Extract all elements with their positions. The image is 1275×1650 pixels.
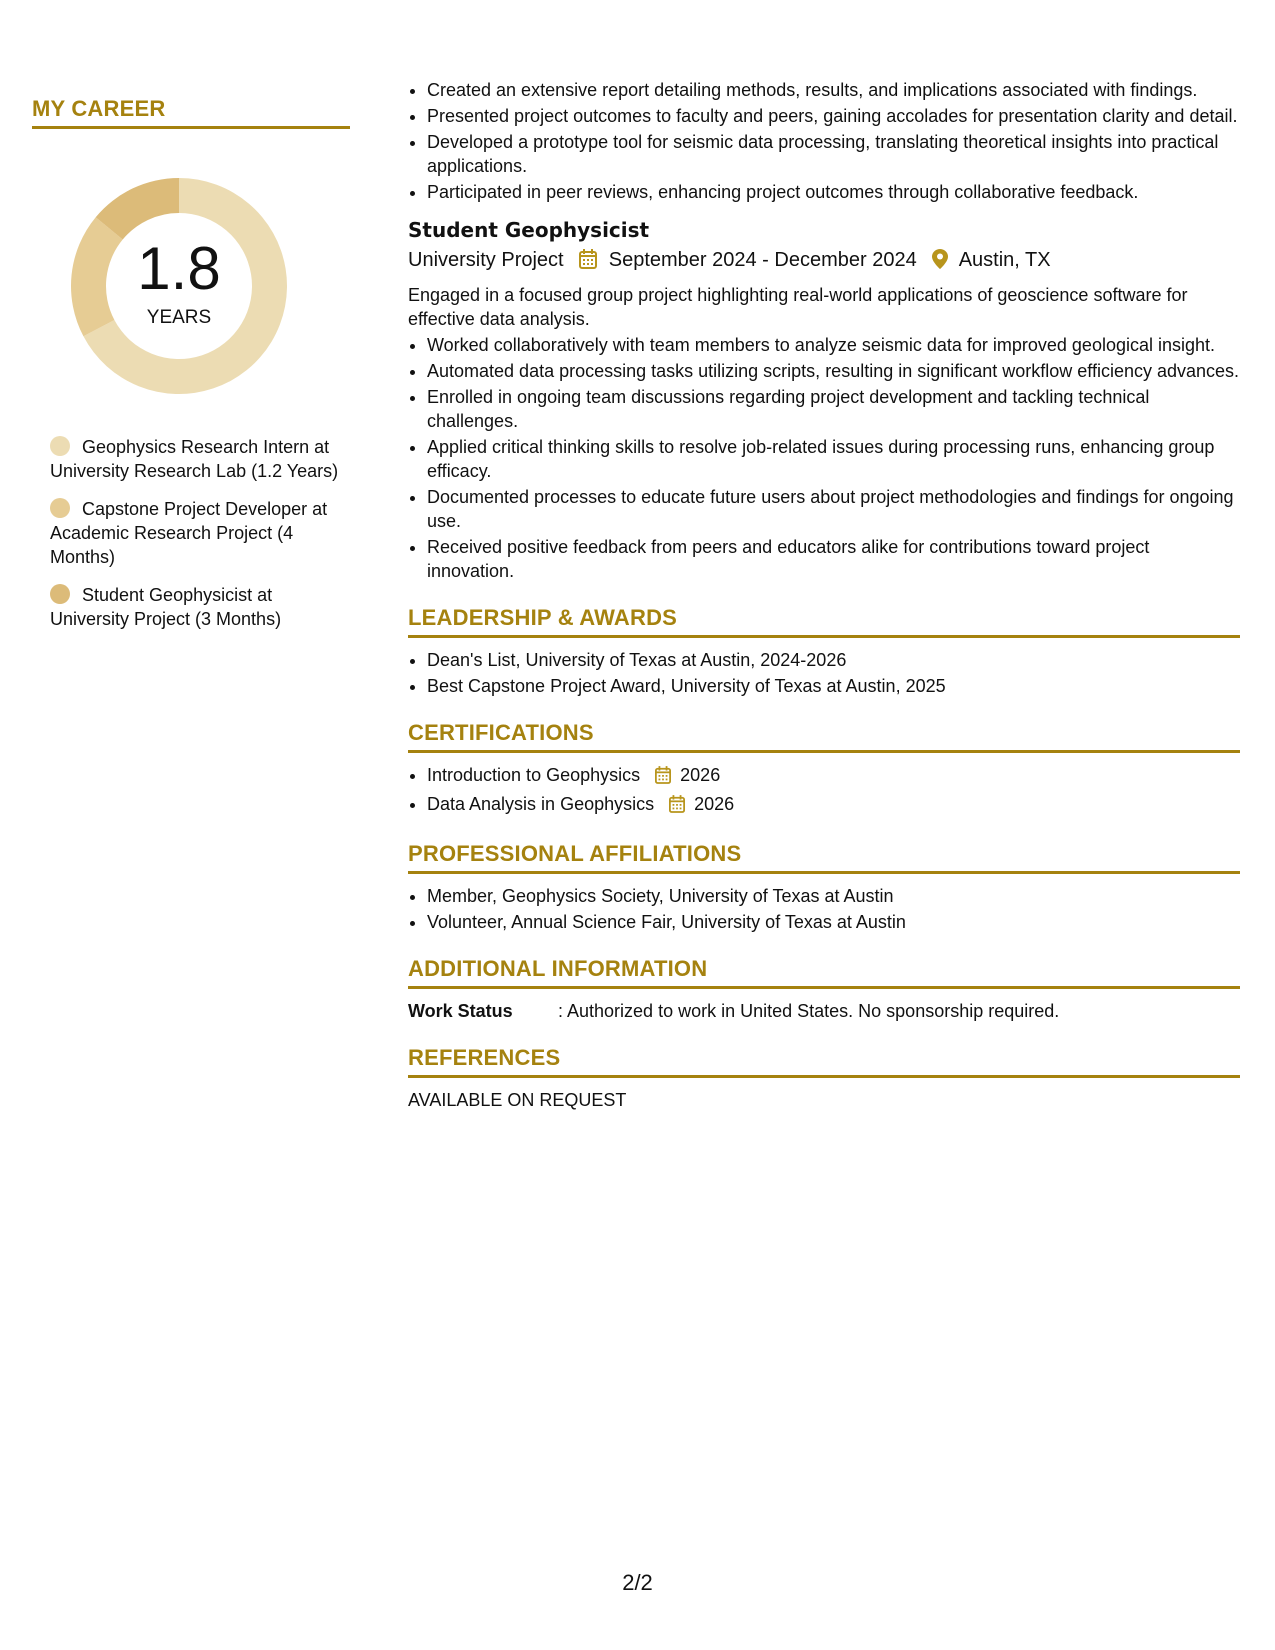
work-status-value: : Authorized to work in United States. No sponsorship required. (558, 1001, 1060, 1021)
legend-label: Student Geophysicist at University Project (3 Months) (50, 585, 282, 629)
legend-item (50, 435, 340, 483)
additional-title: ADDITIONAL INFORMATION (408, 956, 1240, 989)
list-item: • Automated data processing tasks utilizing scripts, resulting in significant workflow efficiency advances. (427, 359, 1240, 383)
career-sidebar (32, 96, 352, 645)
cert-year: 2026 (680, 765, 721, 785)
legend-item (50, 497, 340, 569)
job-entry (408, 218, 1240, 583)
donut-total-unit: YEARS (146, 307, 212, 328)
calendar-icon (669, 795, 685, 819)
cert-year: 2026 (694, 794, 735, 814)
certifications-list (408, 763, 1240, 819)
list-item: • Worked collaboratively with team members to analyze seismic data for improved geological insight. (427, 333, 1240, 357)
job-dates: September 2024 - December 2024 (608, 249, 917, 271)
career-title: MY CAREER (32, 96, 350, 129)
list-item: • Applied critical thinking skills to resolve job-related issues during processing runs, enhancing group efficacy. (427, 435, 1240, 483)
certifications-title: CERTIFICATIONS (408, 720, 1240, 753)
leadership-title: LEADERSHIP & AWARDS (408, 605, 1240, 638)
list-item: • Presented project outcomes to faculty and peers, gaining accolades for presentation clarity and detail. (427, 104, 1240, 128)
location-pin-icon (932, 249, 948, 277)
legend-dot (50, 436, 70, 456)
calendar-icon (579, 249, 597, 277)
legend-dot (50, 584, 70, 604)
list-item: • Member, Geophysics Society, University of Texas at Austin (427, 884, 1240, 908)
previous-job-bullets (408, 78, 1240, 204)
list-item (427, 763, 1240, 790)
list-item: • Dean's List, University of Texas at Austin, 2024-2026 (427, 648, 1240, 672)
list-item: • Documented processes to educate future users about project methodologies and findings for ongoing use. (427, 485, 1240, 533)
job-location: Austin, TX (958, 249, 1051, 271)
donut-total-value: 1.8 (137, 235, 221, 302)
main-content (408, 78, 1240, 1112)
work-status-key: Work Status (408, 1001, 513, 1021)
legend-dot (50, 498, 70, 518)
list-item: • Volunteer, Annual Science Fair, University of Texas at Austin (427, 910, 1240, 934)
list-item: • Enrolled in ongoing team discussions regarding project development and tackling technical challenges. (427, 385, 1240, 433)
leadership-section (408, 605, 1240, 698)
leadership-list (408, 648, 1240, 698)
job-company: University Project (408, 249, 564, 271)
career-legend (50, 435, 340, 631)
references-text: AVAILABLE ON REQUEST (408, 1090, 627, 1110)
legend-label: Capstone Project Developer at Academic Research Project (4 Months) (50, 499, 328, 567)
affiliations-title: PROFESSIONAL AFFILIATIONS (408, 841, 1240, 874)
donut-center (66, 173, 292, 399)
affiliations-section (408, 841, 1240, 934)
work-status-row (408, 999, 1240, 1023)
job-bullets (408, 333, 1240, 583)
job-meta (408, 246, 1240, 277)
list-item (427, 792, 1240, 819)
list-item: • Received positive feedback from peers and educators alike for contributions toward project innovation. (427, 535, 1240, 583)
references-section (408, 1045, 1240, 1112)
cert-name: Data Analysis in Geophysics (427, 794, 655, 814)
certifications-section (408, 720, 1240, 819)
calendar-icon (655, 766, 671, 790)
additional-section (408, 956, 1240, 1023)
career-donut-chart (66, 173, 292, 399)
list-item: • Participated in peer reviews, enhancing project outcomes through collaborative feedback. (427, 180, 1240, 204)
cert-name: Introduction to Geophysics (427, 765, 641, 785)
references-title: REFERENCES (408, 1045, 1240, 1078)
job-title: Student Geophysicist (408, 218, 650, 242)
list-item: • Created an extensive report detailing methods, results, and implications associated with findings. (427, 78, 1240, 102)
list-item: • Best Capstone Project Award, University of Texas at Austin, 2025 (427, 674, 1240, 698)
page-number: 2/2 (622, 1570, 653, 1595)
affiliations-list (408, 884, 1240, 934)
list-item: • Developed a prototype tool for seismic data processing, translating theoretical insights into practical applications. (427, 130, 1240, 178)
legend-label: Geophysics Research Intern at University Research Lab (1.2 Years) (50, 437, 339, 481)
legend-item (50, 583, 340, 631)
job-description: Engaged in a focused group project highlighting real-world applications of geoscience software for effective data analysis. (408, 285, 1188, 329)
